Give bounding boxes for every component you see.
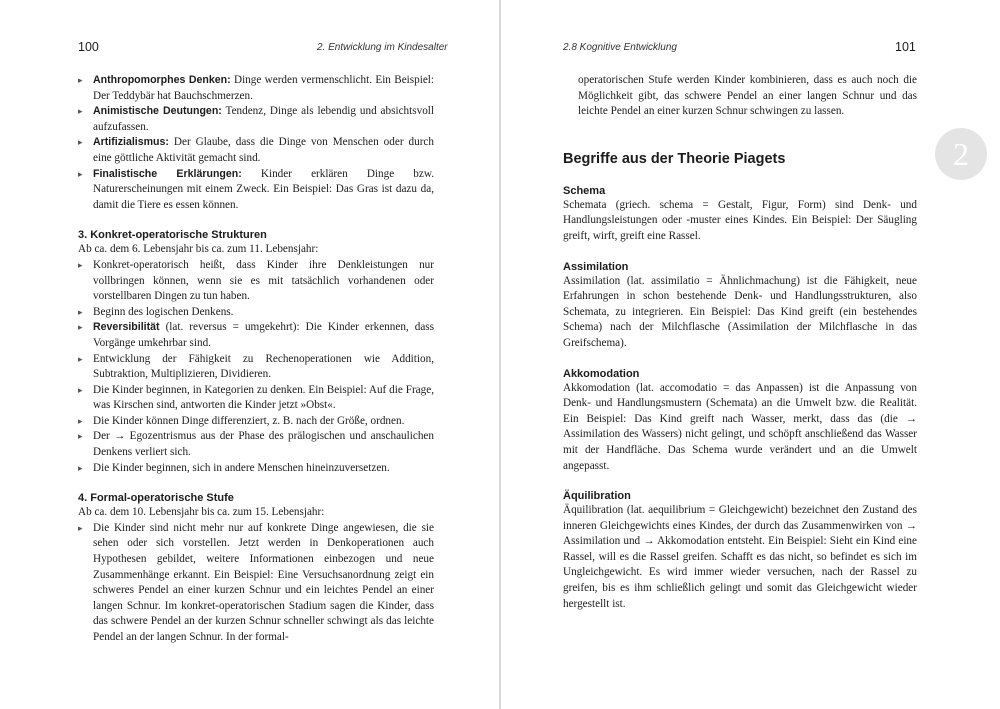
term-text: Tendenz, Dinge als lebendig und absichtsvoll aufzufassen.: [93, 105, 435, 133]
list-item: [78, 73, 434, 104]
page-number-left: 100: [78, 40, 99, 54]
section-intro: Ab ca. dem 10. Lebensjahr bis ca. zum 15. Lebensjahr:: [78, 506, 325, 519]
list-item: ▸ Die Kinder beginnen, sich in andere Menschen hineinzuversetzen.: [78, 461, 434, 477]
running-header-right: 2.8 Kognitive Entwicklung: [563, 42, 677, 53]
term-text: (lat. reversus = umgekehrt): Die Kinder erkennen, dass Vorgänge umkehrbar sind.: [93, 321, 434, 349]
term: Reversibilität: [93, 321, 160, 334]
left-body: [78, 73, 434, 646]
term-text: Dinge werden vermenschlicht. Ein Beispiel: Der Teddybär hat Bauchschmerzen.: [93, 74, 434, 102]
running-header-left: 2. Entwicklung im Kindesalter: [317, 42, 448, 53]
term: Finalistische Erklärungen:: [93, 167, 242, 180]
list-item: ▸ Die Kinder sind nicht mehr nur auf konkrete Dinge angewiesen, die sie sehen oder sich vorstellen. Jetzt werden in Denkoperationen auch Hypothesen gebildet, weitere Informationen einbezogen und neue Zusammenhänge erkannt. Ein Beispiel: Eine Versuchsanordnung zeigt ein schweres Pendel an einer kurzen Schnur und ein leichtes Pendel an einer langen Schnur. Im konkret-operatorischen Stadium sagen die Kinder, dass das schwere Pendel an der kurzen Schnur schneller schwingt als das leichte Pendel an der langen Schnur. In der formal-: [78, 521, 434, 646]
list-item: ▸ Die Kinder können Dinge differenziert, z. B. nach der Größe, ordnen.: [78, 414, 434, 430]
term-heading: Äquilibration: [563, 490, 631, 503]
section-heading: 3. Konkret-operatorische Strukturen: [78, 229, 267, 242]
left-page: [0, 0, 499, 709]
list-item: ▸ Konkret-operatorisch heißt, dass Kinder ihre Denkleistungen nur vollbringen können, wenn sie es mit tatsächlich vorhandenen oder vorstellbaren Dingen zu tun haben.: [78, 258, 434, 305]
list-item: ▸ Beginn des logischen Denkens.: [78, 305, 434, 321]
term-heading: Assimilation: [563, 260, 629, 273]
section-heading: Begriffe aus der Theorie Piagets: [563, 150, 786, 167]
list-item: ▸ Der → Egozentrismus aus der Phase des prälogischen und anschaulichen Denkens verliert sich.: [78, 429, 434, 460]
list-item: [78, 135, 434, 166]
list-item: [78, 104, 434, 135]
right-page: [501, 0, 1000, 709]
term-heading: Schema: [563, 184, 606, 197]
right-body: [563, 73, 917, 612]
list-item: ▸ Die Kinder beginnen, in Kategorien zu denken. Ein Beispiel: Auf die Frage, was Kirschen sind, antworten die Kinder jetzt »Obst«.: [78, 383, 434, 414]
section3-bullet-list: [78, 258, 434, 476]
section-heading: 4. Formal-operatorische Stufe: [78, 492, 234, 505]
continuation-text: operatorischen Stufe werden Kinder kombinieren, dass es auch noch die Möglichkeit gibt, das schwere Pendel an einer langen Schnur und das leichte Pendel an einer kurzen Schnur schwingen zu lassen.: [578, 74, 917, 118]
list-item: [78, 320, 434, 351]
section-intro: Ab ca. dem 6. Lebensjahr bis ca. zum 11. Lebensjahr:: [78, 243, 319, 256]
top-bullet-list: [78, 73, 434, 213]
term-heading: Akkomodation: [563, 367, 640, 380]
page-number-right: 101: [895, 40, 916, 54]
term: Artifizialismus:: [93, 136, 169, 149]
list-item: ▸ Entwicklung der Fähigkeit zu Rechenoperationen wie Addition, Subtraktion, Multiplizieren, Dividieren.: [78, 352, 434, 383]
section4-bullet-list: [78, 521, 434, 646]
term-paragraph: Äquilibration (lat. aequilibrium = Gleichgewicht) bezeichnet den Zustand des inneren Gleichgewichts eines Kindes, der durch das Zusammenwirken von → Assimilation und → Akkomodation entsteht. Ein Beispiel: Sieht ein Kind eine Rassel, will es die Rassel greifen. Schafft es das nicht, so befindet es sich im Ungleichgewicht. Es wird immer wieder versuchen, nach der Rassel zu greifen, bis es ihm schließlich gelingt und somit das Gleichgewicht wieder hergestellt ist.: [563, 504, 917, 610]
term-text: Der Glaube, dass die Dinge von Menschen oder durch eine göttliche Aktivität gemacht sind.: [93, 136, 434, 164]
term-text: Kinder erklären Dinge bzw. Naturerscheinungen mit einem Zweck. Ein Beispiel: Das Gras ist dazu da, damit die Tiere es essen können.: [93, 167, 434, 211]
list-item: [78, 167, 434, 214]
term-paragraph: Schemata (griech. schema = Gestalt, Figur, Form) sind Denk- und Handlungsleistungen oder -muster eines Kindes. Ein Beispiel: Der Säugling greift, wirft, greift eine Rassel.: [563, 198, 917, 242]
term: Animistische Deutungen:: [93, 105, 222, 118]
term-paragraph: Assimilation (lat. assimilatio = Ähnlichmachung) ist die Fähigkeit, neue Erfahrungen in schon bestehende Denk- und Handlungsstrukturen, also Schemata, zu integrieren. Ein Beispiel: Das Kind greift (ein bestehendes Schema) nach der Milchflasche (Assimilation der Milchflasche in das Greifschema).: [563, 274, 917, 349]
chapter-badge: 2: [935, 128, 987, 180]
term: Anthropomorphes Denken:: [93, 74, 231, 86]
term-paragraph: Akkomodation (lat. accomodatio = das Anpassen) ist die Anpassung von Denk- und Handlungsmustern (Schemata) an die Umwelt bzw. die Realität. Ein Beispiel: Das Kind greift nach Wasser, merkt, dass das (die → Assimilation des Wassers) nicht gelingt, und schöpft anschließend das Wasser mit der Handfläche. Das Schema wurde verändert und an die Umwelt angepasst.: [563, 381, 917, 472]
